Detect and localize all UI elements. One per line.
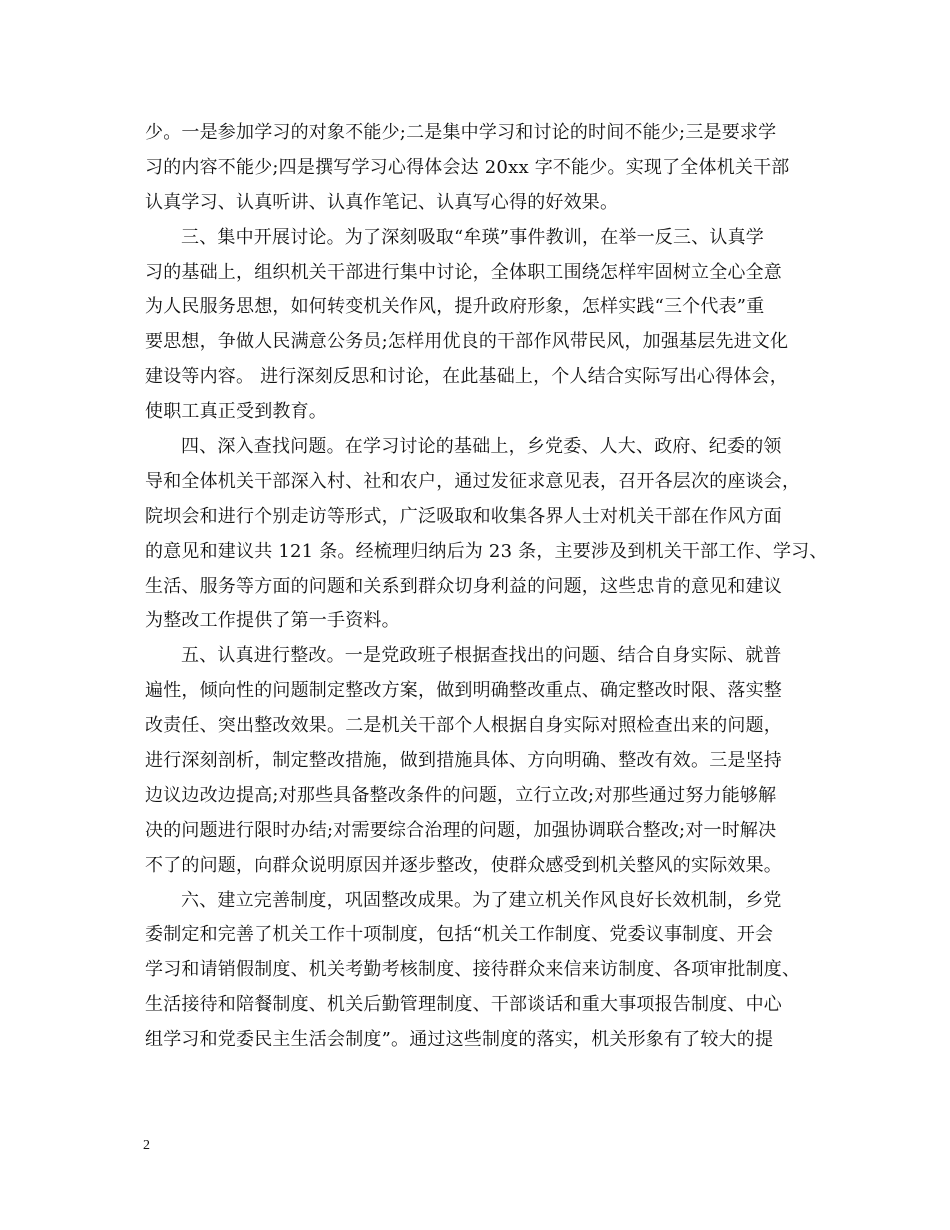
text-line: 生活、服务等方面的问题和关系到群众切身利益的问题，这些忠肯的意见和建议 — [145, 575, 782, 597]
text-line: 的意见和建议共 121 条。经梳理归纳后为 23 条，主要涉及到机关干部工作、学习、 — [145, 540, 828, 562]
paragraph-first-line: 五、认真进行整改。一是党政班子根据查找出的问题、结合自身实际、就普 — [181, 645, 782, 667]
text-line: 院坝会和进行个别走访等形式，广泛吸取和收集各界人士对机关干部在作风方面 — [145, 505, 782, 527]
text-line: 边议边改边提高;对那些具备整改条件的问题，立行立改;对那些通过努力能够解 — [145, 784, 777, 806]
text-line: 导和全体机关干部深入村、社和农户，通过发征求意见表，召开各层次的座谈会， — [145, 470, 801, 492]
text-line: 进行深刻剖析，制定整改措施，做到措施具体、方向明确、整改有效。三是坚持 — [145, 750, 782, 772]
text-line: 决的问题进行限时办结;对需要综合治理的问题，加强协调联合整改;对一时解决 — [145, 819, 777, 841]
text-line: 认真学习、认真听讲、认真作笔记、认真写心得的好效果。 — [145, 191, 619, 213]
paragraph-first-line: 四、深入查找问题。在学习讨论的基础上，乡党委、人大、政府、纪委的领 — [181, 436, 782, 458]
page-number: 2 — [143, 1138, 150, 1153]
text-line: 要思想，争做人民满意公务员;怎样用优良的干部作风带民风，加强基层先进文化 — [145, 331, 789, 353]
text-line: 委制定和完善了机关工作十项制度，包括“机关工作制度、党委议事制度、开会 — [145, 924, 774, 946]
text-line: 使职工真正受到教育。 — [145, 401, 327, 423]
text-line: 不了的问题，向群众说明原因并逐步整改，使群众感受到机关整风的实际效果。 — [145, 854, 782, 876]
text-line: 改责任、突出整改效果。二是机关干部个人根据自身实际对照检查出来的问题， — [145, 715, 782, 737]
text-line: 习的内容不能少;四是撰写学习心得体会达 20xx 字不能少。实现了全体机关干部 — [145, 156, 790, 178]
text-line: 为人民服务思想，如何转变机关作风，提升政府形象，怎样实践“三个代表”重 — [145, 296, 765, 318]
text-line: 学习和请销假制度、机关考勤考核制度、接待群众来信来访制度、各项审批制度、 — [145, 959, 801, 981]
text-line: 组学习和党委民主生活会制度”。通过这些制度的落实，机关形象有了较大的提 — [145, 1029, 774, 1051]
text-line: 少。一是参加学习的对象不能少;二是集中学习和讨论的时间不能少;三是要求学 — [145, 122, 777, 143]
text-line: 生活接待和陪餐制度、机关后勤管理制度、干部谈话和重大事项报告制度、中心 — [145, 994, 782, 1016]
text-line: 遍性，倾向性的问题制定整改方案，做到明确整改重点、确定整改时限、落实整 — [145, 680, 782, 702]
text-line: 为整改工作提供了第一手资料。 — [145, 610, 400, 632]
text-line: 建设等内容。 进行深刻反思和讨论，在此基础上，个人结合实际写出心得体会， — [145, 366, 788, 388]
document-body — [145, 116, 828, 1058]
paragraph-first-line: 三、集中开展讨论。为了深刻吸取“牟瑛”事件教训，在举一反三、认真学 — [181, 226, 765, 248]
text-line: 习的基础上，组织机关干部进行集中讨论，全体职工围绕怎样牢固树立全心全意 — [145, 261, 782, 283]
paragraph-first-line: 六、建立完善制度，巩固整改成果。为了建立机关作风良好长效机制，乡党 — [181, 889, 782, 911]
